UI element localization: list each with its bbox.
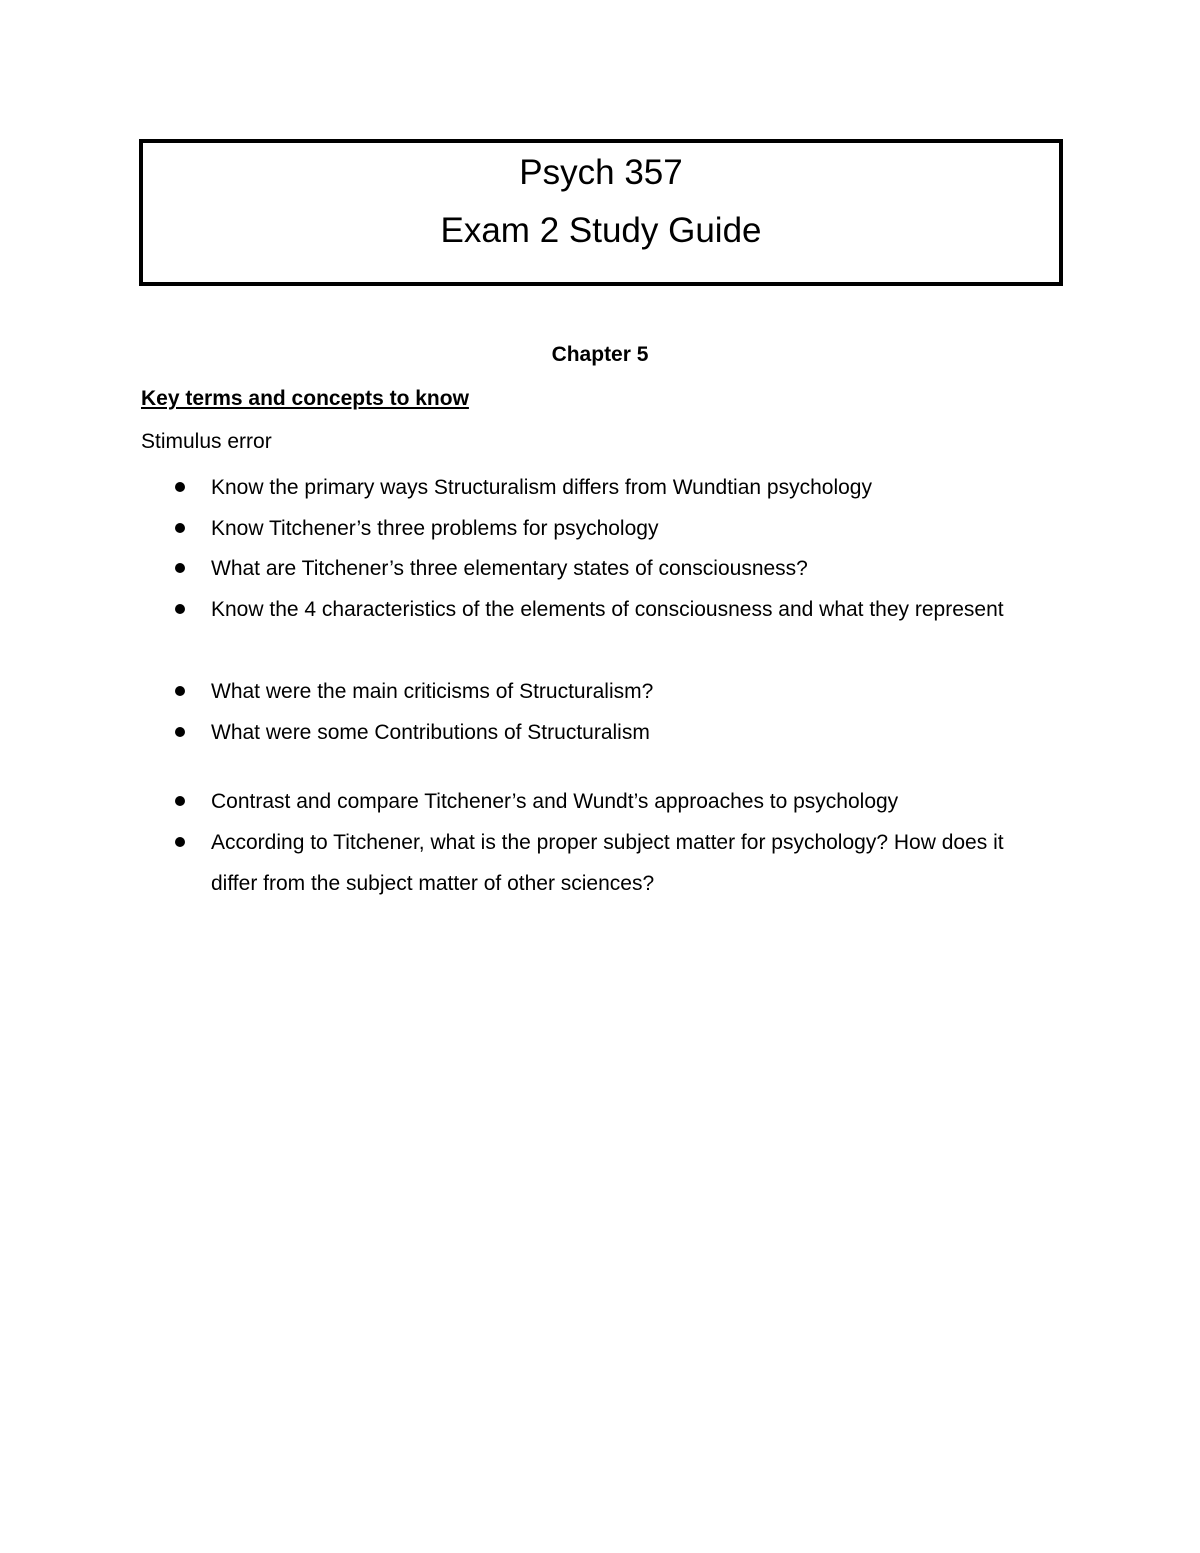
bullet-icon — [175, 563, 185, 573]
course-title: Psych 357 — [519, 153, 683, 192]
document-title: Exam 2 Study Guide — [440, 211, 762, 250]
chapter-heading: Chapter 5 — [551, 343, 649, 366]
list-item-text: Know the 4 characteristics of the elements of consciousness and what they represent — [211, 598, 1004, 621]
list-item — [211, 712, 1041, 753]
bullet-icon — [175, 523, 185, 533]
list-item-text: What were the main criticisms of Structuralism? — [211, 680, 654, 703]
bullet-icon — [175, 796, 185, 806]
section-heading: Key terms and concepts to know — [141, 387, 469, 410]
bullet-icon — [175, 727, 185, 737]
key-term: Stimulus error — [141, 430, 272, 453]
bullet-icon — [175, 604, 185, 614]
title-box — [139, 139, 1063, 286]
list-item — [211, 671, 1041, 712]
list-item — [211, 589, 1011, 630]
list-item — [211, 467, 1041, 508]
list-item-text: Contrast and compare Titchener’s and Wundt’s approaches to psychology — [211, 790, 899, 813]
list-item — [211, 822, 1041, 904]
list-item-text: What are Titchener’s three elementary states of consciousness? — [211, 557, 808, 580]
list-item-text: What were some Contributions of Structuralism — [211, 721, 650, 744]
bullet-icon — [175, 482, 185, 492]
list-item — [211, 508, 1041, 549]
bullet-icon — [175, 837, 185, 847]
list-item — [211, 781, 1041, 822]
list-item — [211, 548, 1041, 589]
list-item-text: According to Titchener, what is the proper subject matter for psychology? How does it differ from the subject matter of other sciences? — [211, 831, 1004, 895]
bullet-icon — [175, 686, 185, 696]
list-item-text: Know Titchener’s three problems for psychology — [211, 517, 659, 540]
list-item-text: Know the primary ways Structuralism differs from Wundtian psychology — [211, 476, 872, 499]
